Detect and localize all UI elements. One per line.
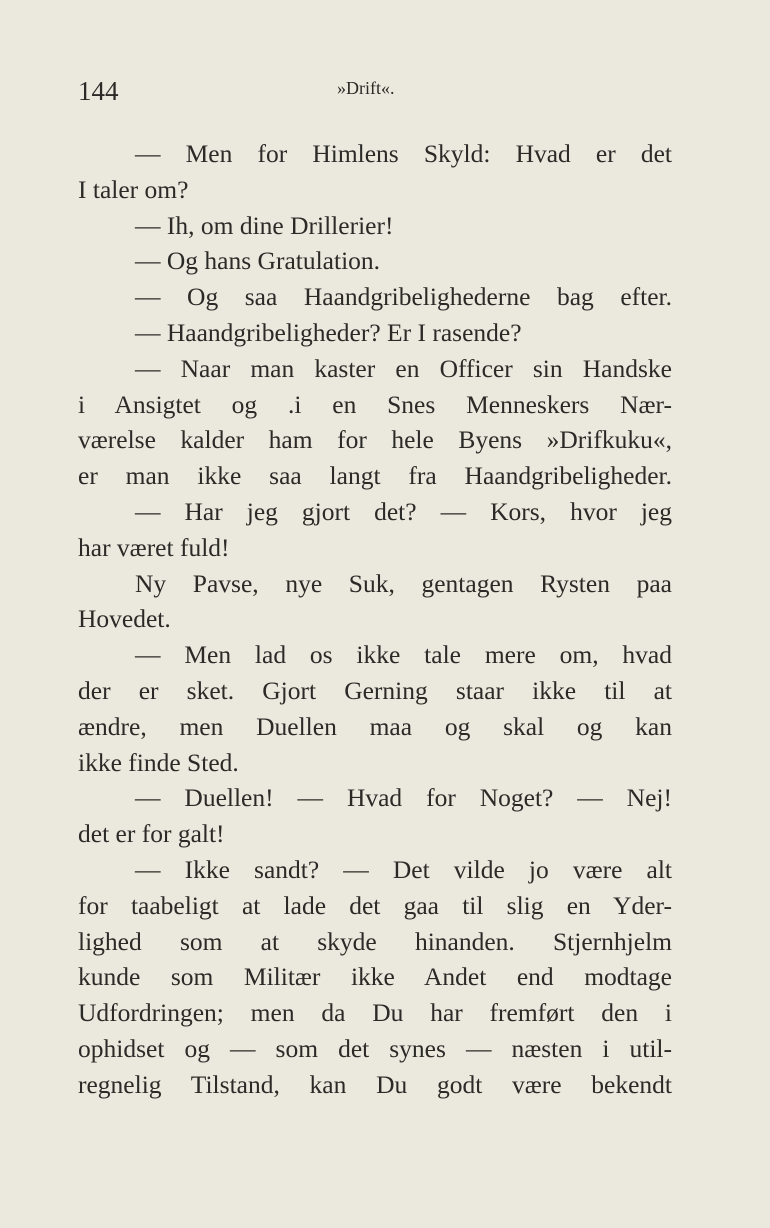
page-number: 144 [78, 76, 119, 106]
text-line: Udfordringen; men da Du har fremført den i [78, 998, 672, 1028]
text-line: — Ikke sandt? — Det vilde jo være alt [135, 854, 672, 884]
text-line: I taler om? [78, 174, 189, 204]
text-line: kunde som Militær ikke Andet end modtage [78, 962, 672, 992]
text-line: i Ansigtet og .i en Snes Menneskers Nær- [78, 389, 672, 419]
text-line: — Ih, om dine Drillerier! [135, 210, 394, 240]
text-line: Hovedet. [78, 604, 171, 634]
page-body-text [78, 136, 672, 1103]
text-line: regnelig Tilstand, kan Du godt være bekendt [78, 1069, 672, 1099]
text-line: — Og hans Gratulation. [135, 246, 381, 276]
text-line: det er for galt! [78, 819, 225, 849]
text-line: — Duellen! — Hvad for Noget? — Nej! [135, 783, 672, 813]
text-line: — Men for Himlens Skyld: Hvad er det [135, 139, 672, 168]
text-line: der er sket. Gjort Gerning staar ikke til at [78, 675, 672, 705]
text-line: — Naar man kaster en Officer sin Handske [135, 353, 672, 383]
text-line: for taabeligt at lade det gaa til slig en Yder- [78, 890, 672, 920]
text-line: værelse kalder ham for hele Byens »Drifkuku«, [78, 425, 672, 455]
text-line: ophidset og — som det synes — næsten i util- [78, 1033, 672, 1063]
text-line: er man ikke saa langt fra Haandgribeligheder. [78, 461, 672, 491]
running-title: »Drift«. [337, 78, 395, 98]
text-line: Ny Pavse, nye Suk, gentagen Rysten paa [135, 568, 672, 598]
text-line: har været fuld! [78, 532, 230, 562]
text-line: ikke finde Sted. [78, 747, 239, 777]
text-line: ændre, men Duellen maa og skal og kan [78, 711, 672, 741]
text-line: — Haandgribeligheder? Er I rasende? [135, 317, 522, 347]
text-line: — Og saa Haandgribelighederne bag efter. [135, 282, 672, 312]
page-header [78, 76, 672, 108]
text-line: — Men lad os ikke tale mere om, hvad [135, 640, 672, 670]
text-line: — Har jeg gjort det? — Kors, hvor jeg [135, 496, 672, 526]
text-line: lighed som at skyde hinanden. Stjernhjelm [78, 926, 672, 956]
